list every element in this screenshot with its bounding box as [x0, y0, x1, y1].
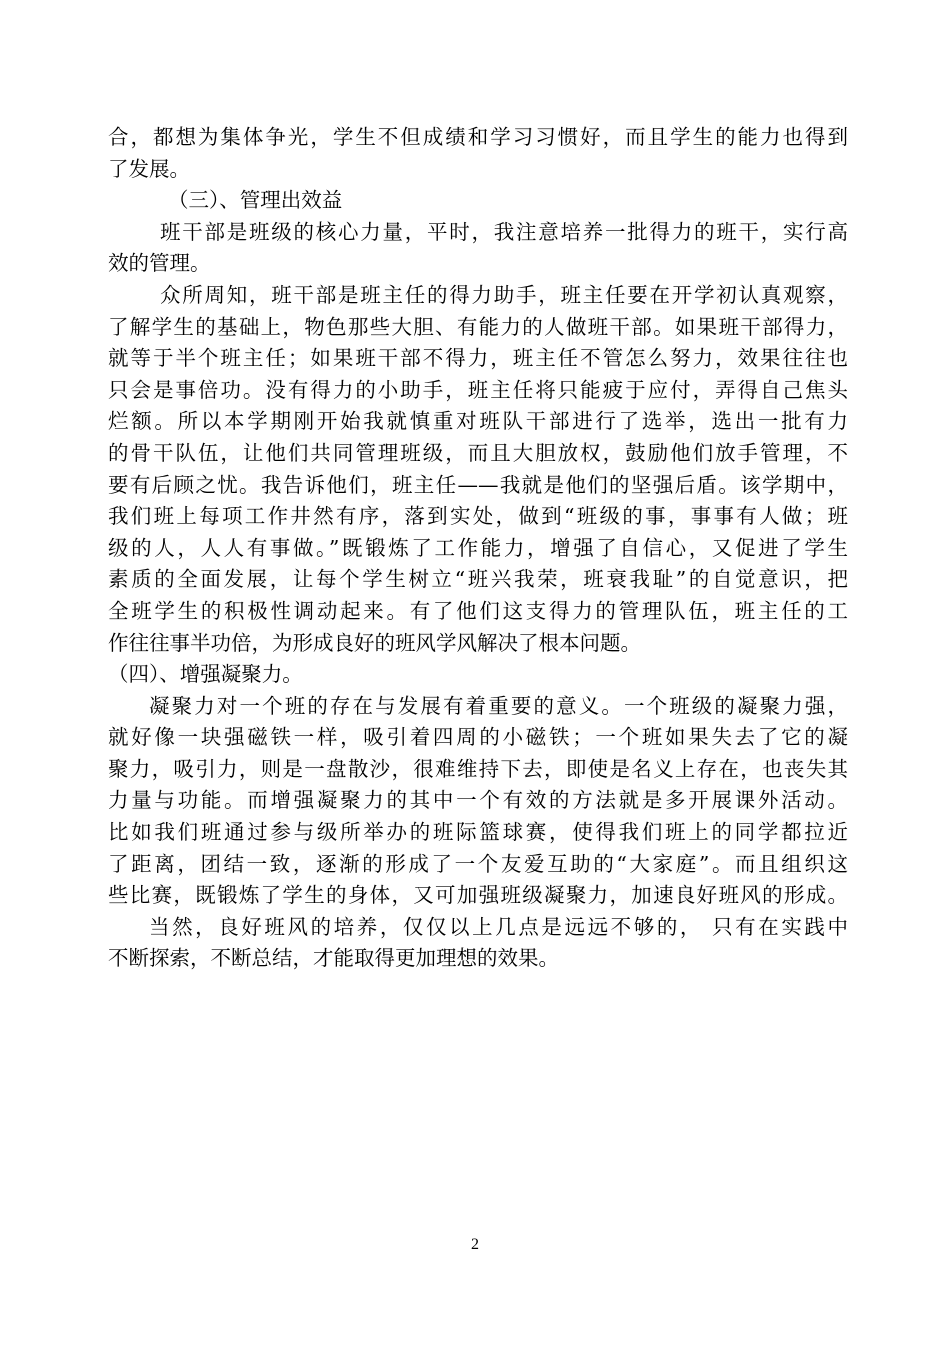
- text-line: 级的人，人人有事做。”既锻炼了工作能力，增强了自信心，又促进了学生: [108, 535, 848, 560]
- text-line: 作往往事半功倍，为形成良好的班风学风解决了根本问题。: [108, 630, 641, 655]
- document-body: [108, 122, 848, 975]
- text-line: 比如我们班通过参与级所举办的班际篮球赛，使得我们班上的同学都拉近: [108, 820, 848, 845]
- text-line: 要有后顾之忧。我告诉他们，班主任——我就是他们的坚强后盾。该学期中，: [108, 472, 848, 497]
- section-heading-3: （三）、管理出效益: [168, 188, 343, 213]
- text-line: 就好像一块强磁铁一样，吸引着四周的小磁铁；一个班如果失去了它的凝: [108, 725, 848, 750]
- text-line: 素质的全面发展，让每个学生树立“班兴我荣，班衰我耻”的自觉意识，把: [108, 567, 848, 592]
- text-line: 众所周知，班干部是班主任的得力助手，班主任要在开学初认真观察，: [160, 282, 848, 307]
- text-line: 了发展。: [108, 156, 190, 181]
- text-line: 只会是事倍功。没有得力的小助手，班主任将只能疲于应付，弄得自己焦头: [108, 377, 848, 402]
- text-line: 的骨干队伍，让他们共同管理班级，而且大胆放权，鼓励他们放手管理，不: [108, 440, 848, 465]
- text-line: 烂额。所以本学期刚开始我就慎重对班队干部进行了选举，选出一批有力: [108, 409, 848, 434]
- page-number: 2: [471, 1236, 479, 1253]
- text-line: 合，都想为集体争光，学生不但成绩和学习习惯好，而且学生的能力也得到: [108, 125, 848, 149]
- text-line: 全班学生的积极性调动起来。有了他们这支得力的管理队伍，班主任的工: [108, 598, 848, 623]
- text-line: 不断探索，不断总结，才能取得更加理想的效果。: [108, 946, 559, 971]
- text-line: 凝聚力对一个班的存在与发展有着重要的意义。一个班级的凝聚力强，: [149, 693, 848, 718]
- text-line: 力量与功能。而增强凝聚力的其中一个有效的方法就是多开展课外活动。: [108, 788, 848, 813]
- text-line: 当然，良好班风的培养，仅仅以上几点是远远不够的， 只有在实践中: [149, 914, 848, 939]
- text-line: 就等于半个班主任；如果班干部不得力，班主任不管怎么努力，效果往往也: [108, 346, 848, 371]
- text-line: 效的管理。: [108, 251, 211, 276]
- section-heading-4: （四）、增强凝聚力。: [108, 662, 303, 687]
- text-line: 些比赛，既锻炼了学生的身体，又可加强班级凝聚力，加速良好班风的形成。: [108, 883, 848, 908]
- text-line: 我们班上每项工作井然有序，落到实处，做到“班级的事，事事有人做；班: [108, 504, 848, 529]
- text-line: 了距离，团结一致，逐渐的形成了一个友爱互助的“大家庭”。而且组织这: [108, 851, 848, 876]
- text-line: 了解学生的基础上，物色那些大胆、有能力的人做班干部。如果班干部得力，: [108, 314, 848, 339]
- text-line: 班干部是班级的核心力量，平时，我注意培养一批得力的班干，实行高: [160, 219, 848, 244]
- text-line: 聚力，吸引力，则是一盘散沙，很难维持下去，即使是名义上存在，也丧失其: [108, 756, 848, 781]
